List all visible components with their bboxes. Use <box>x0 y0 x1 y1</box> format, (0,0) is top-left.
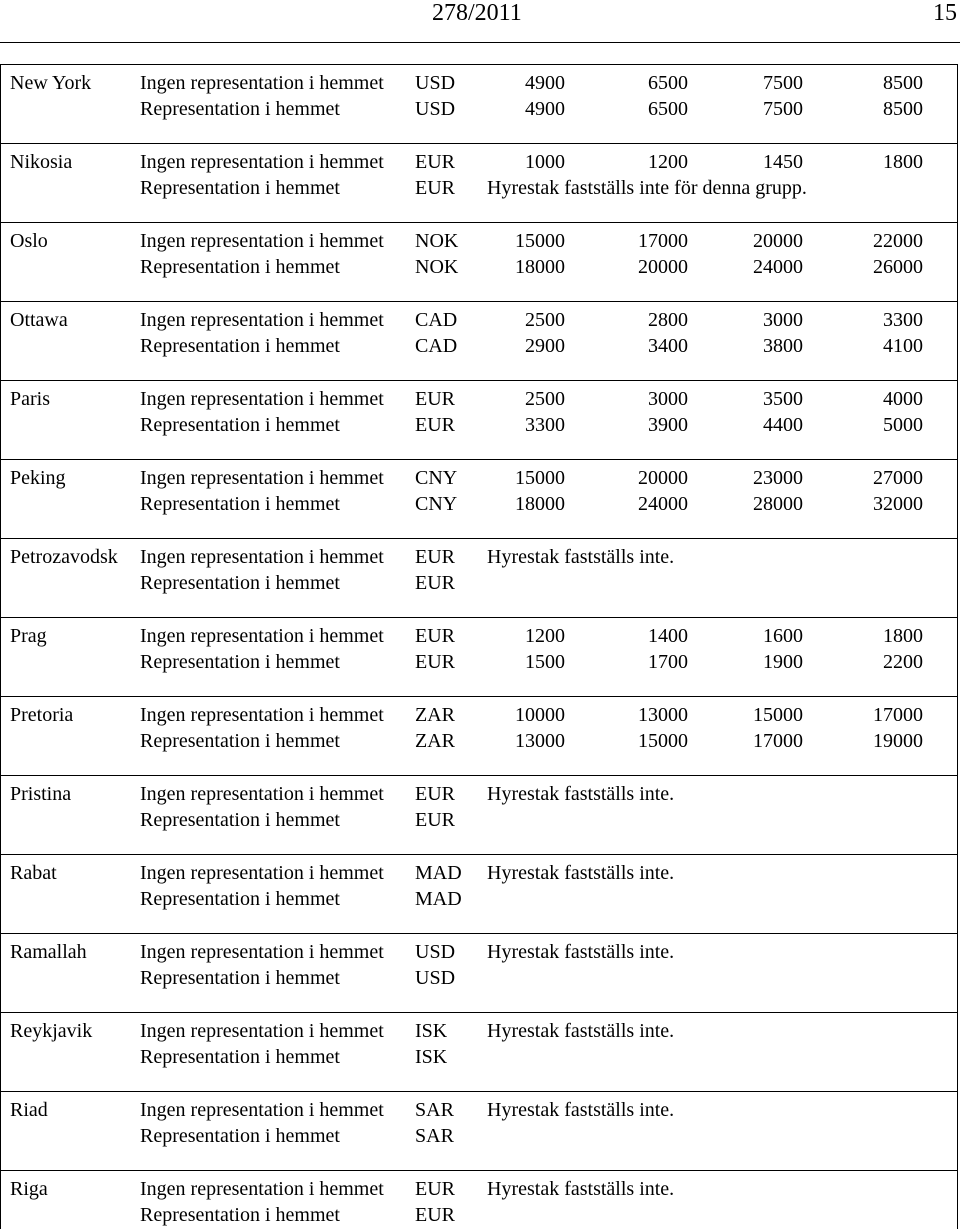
rate-value: 17000 <box>873 704 923 726</box>
representation-type: Ingen representation i hemmet <box>140 388 384 410</box>
rate-value: 8500 <box>883 72 923 94</box>
rate-value: 20000 <box>638 256 688 278</box>
currency-code: ISK <box>415 1046 448 1068</box>
rate-value: 4000 <box>883 388 923 410</box>
currency-code: ISK <box>415 1020 448 1042</box>
rate-value: 5000 <box>883 414 923 436</box>
representation-type: Representation i hemmet <box>140 335 340 357</box>
city-name: Paris <box>10 388 50 410</box>
rate-value: 24000 <box>638 493 688 515</box>
currency-code: EUR <box>415 651 455 673</box>
representation-type: Ingen representation i hemmet <box>140 1099 384 1121</box>
rate-value: 1800 <box>883 151 923 173</box>
city-row-group <box>1 1013 957 1092</box>
city-name: Ottawa <box>10 309 68 331</box>
rate-value: 18000 <box>515 493 565 515</box>
rate-value: 1900 <box>763 651 803 673</box>
city-name: Riga <box>10 1178 48 1200</box>
city-row-group <box>1 460 957 539</box>
city-name: Oslo <box>10 230 48 252</box>
representation-type: Ingen representation i hemmet <box>140 1020 384 1042</box>
rate-value: 19000 <box>873 730 923 752</box>
rent-cap-note: Hyrestak fastställs inte för denna grupp. <box>487 177 807 199</box>
currency-code: EUR <box>415 809 455 831</box>
rent-cap-note: Hyrestak fastställs inte. <box>487 783 675 805</box>
rent-cap-note: Hyrestak fastställs inte. <box>487 1020 675 1042</box>
currency-code: SAR <box>415 1125 454 1147</box>
rate-value: 4900 <box>525 98 565 120</box>
currency-code: EUR <box>415 151 455 173</box>
representation-type: Ingen representation i hemmet <box>140 546 384 568</box>
representation-type: Ingen representation i hemmet <box>140 862 384 884</box>
rate-value: 2500 <box>525 388 565 410</box>
rate-value: 1600 <box>763 625 803 647</box>
rate-value: 4900 <box>525 72 565 94</box>
rate-value: 26000 <box>873 256 923 278</box>
representation-type: Ingen representation i hemmet <box>140 151 384 173</box>
currency-code: EUR <box>415 1204 455 1226</box>
city-name: Pretoria <box>10 704 74 726</box>
rate-value: 15000 <box>515 467 565 489</box>
rate-value: 23000 <box>753 467 803 489</box>
rate-value: 4400 <box>763 414 803 436</box>
city-row-group <box>1 223 957 302</box>
city-row-group <box>1 65 957 144</box>
rate-value: 6500 <box>648 98 688 120</box>
rate-value: 27000 <box>873 467 923 489</box>
city-name: Reykjavik <box>10 1020 93 1042</box>
representation-type: Ingen representation i hemmet <box>140 704 384 726</box>
currency-code: EUR <box>415 572 455 594</box>
city-name: Peking <box>10 467 66 489</box>
rate-value: 18000 <box>515 256 565 278</box>
representation-type: Representation i hemmet <box>140 177 340 199</box>
currency-code: ZAR <box>415 730 455 752</box>
rent-cap-note: Hyrestak fastställs inte. <box>487 941 675 963</box>
currency-code: EUR <box>415 625 455 647</box>
rate-value: 6500 <box>648 72 688 94</box>
rate-value: 28000 <box>753 493 803 515</box>
rate-value: 8500 <box>883 98 923 120</box>
city-row-group <box>1 1171 957 1229</box>
city-name: Petrozavodsk <box>10 546 118 568</box>
rate-value: 3000 <box>763 309 803 331</box>
rate-value: 1800 <box>883 625 923 647</box>
currency-code: CAD <box>415 335 458 357</box>
currency-code: CNY <box>415 493 458 515</box>
rate-value: 22000 <box>873 230 923 252</box>
rate-value: 3300 <box>883 309 923 331</box>
rate-value: 1700 <box>648 651 688 673</box>
rate-value: 10000 <box>515 704 565 726</box>
currency-code: EUR <box>415 388 455 410</box>
currency-code: USD <box>415 72 456 94</box>
rate-value: 7500 <box>763 72 803 94</box>
page-number: 15 <box>933 0 957 26</box>
representation-type: Representation i hemmet <box>140 493 340 515</box>
currency-code: EUR <box>415 546 455 568</box>
header-rule <box>0 42 960 43</box>
city-row-group <box>1 381 957 460</box>
rent-cap-note: Hyrestak fastställs inte. <box>487 546 675 568</box>
representation-type: Ingen representation i hemmet <box>140 309 384 331</box>
rate-value: 1500 <box>525 651 565 673</box>
currency-code: NOK <box>415 230 459 252</box>
rate-value: 17000 <box>638 230 688 252</box>
rent-cap-note: Hyrestak fastställs inte. <box>487 1178 675 1200</box>
currency-code: CNY <box>415 467 458 489</box>
representation-type: Ingen representation i hemmet <box>140 783 384 805</box>
representation-type: Representation i hemmet <box>140 572 340 594</box>
city-row-group <box>1 1092 957 1171</box>
representation-type: Ingen representation i hemmet <box>140 230 384 252</box>
city-name: Rabat <box>10 862 57 884</box>
representation-type: Ingen representation i hemmet <box>140 1178 384 1200</box>
rate-value: 4100 <box>883 335 923 357</box>
currency-code: USD <box>415 967 456 989</box>
rate-value: 3400 <box>648 335 688 357</box>
rates-table <box>0 64 958 1229</box>
rate-value: 24000 <box>753 256 803 278</box>
document-number: 278/2011 <box>432 0 522 26</box>
rate-value: 1200 <box>648 151 688 173</box>
city-name: New York <box>10 72 92 94</box>
rent-cap-note: Hyrestak fastställs inte. <box>487 1099 675 1121</box>
city-row-group <box>1 855 957 934</box>
representation-type: Representation i hemmet <box>140 1204 340 1226</box>
currency-code: NOK <box>415 256 459 278</box>
representation-type: Ingen representation i hemmet <box>140 941 384 963</box>
representation-type: Representation i hemmet <box>140 809 340 831</box>
rate-value: 3500 <box>763 388 803 410</box>
representation-type: Representation i hemmet <box>140 730 340 752</box>
currency-code: EUR <box>415 414 455 436</box>
city-row-group <box>1 539 957 618</box>
rate-value: 3300 <box>525 414 565 436</box>
rate-value: 2200 <box>883 651 923 673</box>
rent-cap-note: Hyrestak fastställs inte. <box>487 862 675 884</box>
representation-type: Ingen representation i hemmet <box>140 72 384 94</box>
city-row-group <box>1 618 957 697</box>
city-row-group <box>1 776 957 855</box>
representation-type: Ingen representation i hemmet <box>140 625 384 647</box>
rate-value: 3000 <box>648 388 688 410</box>
city-row-group <box>1 144 957 223</box>
rate-value: 2800 <box>648 309 688 331</box>
city-name: Ramallah <box>10 941 87 963</box>
rate-value: 20000 <box>638 467 688 489</box>
city-row-group <box>1 697 957 776</box>
rate-value: 3900 <box>648 414 688 436</box>
rate-value: 20000 <box>753 230 803 252</box>
currency-code: USD <box>415 941 456 963</box>
rate-value: 1400 <box>648 625 688 647</box>
representation-type: Representation i hemmet <box>140 888 340 910</box>
currency-code: ZAR <box>415 704 455 726</box>
rate-value: 17000 <box>753 730 803 752</box>
rate-value: 15000 <box>638 730 688 752</box>
city-name: Pristina <box>10 783 72 805</box>
city-row-group <box>1 302 957 381</box>
currency-code: SAR <box>415 1099 454 1121</box>
representation-type: Representation i hemmet <box>140 256 340 278</box>
rate-value: 15000 <box>753 704 803 726</box>
representation-type: Representation i hemmet <box>140 1046 340 1068</box>
rate-value: 32000 <box>873 493 923 515</box>
rate-value: 2500 <box>525 309 565 331</box>
currency-code: EUR <box>415 1178 455 1200</box>
rate-value: 13000 <box>515 730 565 752</box>
representation-type: Representation i hemmet <box>140 967 340 989</box>
currency-code: EUR <box>415 783 455 805</box>
representation-type: Representation i hemmet <box>140 1125 340 1147</box>
city-name: Riad <box>10 1099 48 1121</box>
currency-code: EUR <box>415 177 455 199</box>
city-name: Prag <box>10 625 47 647</box>
rate-value: 7500 <box>763 98 803 120</box>
rate-value: 1000 <box>525 151 565 173</box>
representation-type: Representation i hemmet <box>140 414 340 436</box>
currency-code: MAD <box>415 862 462 884</box>
rate-value: 1450 <box>763 151 803 173</box>
representation-type: Ingen representation i hemmet <box>140 467 384 489</box>
rate-value: 13000 <box>638 704 688 726</box>
rate-value: 3800 <box>763 335 803 357</box>
rate-value: 15000 <box>515 230 565 252</box>
currency-code: MAD <box>415 888 462 910</box>
representation-type: Representation i hemmet <box>140 98 340 120</box>
rate-value: 1200 <box>525 625 565 647</box>
rate-value: 2900 <box>525 335 565 357</box>
city-name: Nikosia <box>10 151 73 173</box>
representation-type: Representation i hemmet <box>140 651 340 673</box>
currency-code: USD <box>415 98 456 120</box>
currency-code: CAD <box>415 309 458 331</box>
city-row-group <box>1 934 957 1013</box>
